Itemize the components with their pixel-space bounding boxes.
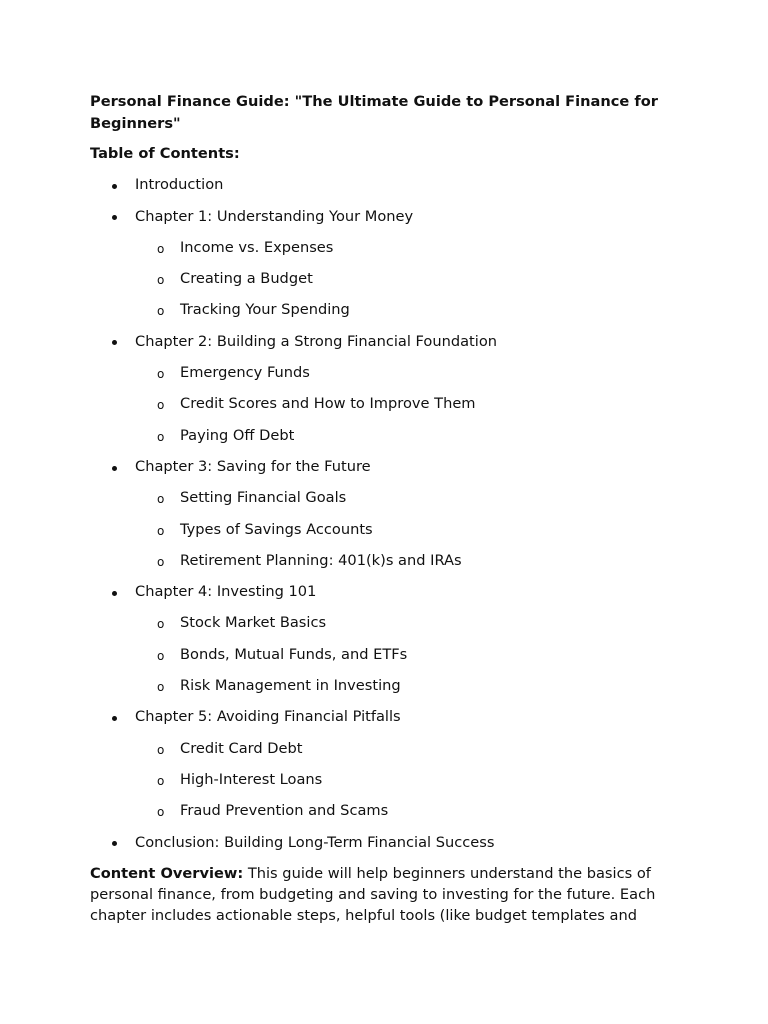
- toc-subitem-label: Stock Market Basics: [180, 614, 327, 632]
- toc-heading: Table of Contents:: [90, 145, 240, 162]
- hollow-bullet-icon: o: [157, 241, 165, 256]
- hollow-bullet-icon: o: [157, 680, 165, 695]
- document-page: [90, 91, 690, 926]
- hollow-bullet-icon: o: [157, 492, 165, 507]
- hollow-bullet-icon: o: [157, 273, 165, 288]
- hollow-bullet-icon: o: [157, 554, 165, 569]
- hollow-bullet-icon: o: [157, 523, 165, 538]
- hollow-bullet-icon: o: [157, 367, 165, 382]
- toc-subitem-label: Risk Management in Investing: [180, 677, 401, 695]
- toc-subitem-label: Credit Scores and How to Improve Them: [180, 395, 476, 413]
- toc-subitem-label: Income vs. Expenses: [180, 238, 334, 256]
- toc-subitem-label: Setting Financial Goals: [180, 489, 347, 507]
- bullet-icon: [112, 340, 117, 345]
- toc-subitem: [90, 352, 690, 383]
- toc-item: [90, 571, 690, 602]
- toc-subitem: [90, 665, 690, 696]
- toc-item-label: Conclusion: Building Long-Term Financial Success: [135, 833, 495, 851]
- toc-subitem: [90, 227, 690, 258]
- toc-subitem-label: Bonds, Mutual Funds, and ETFs: [180, 645, 408, 663]
- toc-subitem-label: Types of Savings Accounts: [180, 520, 373, 538]
- bullet-icon: [112, 215, 117, 220]
- bullet-icon: [112, 716, 117, 721]
- toc-item-label: Chapter 2: Building a Strong Financial Foundation: [135, 332, 497, 350]
- document-title: Personal Finance Guide: "The Ultimate Guide to Personal Finance for Beginners": [90, 93, 658, 132]
- hollow-bullet-icon: o: [157, 742, 165, 757]
- toc-subitem-label: Tracking Your Spending: [180, 301, 350, 319]
- overview-text: This guide will help beginners understand the basics of personal finance, from budgeting and saving to investing for the future. Each chapter includes actionable steps, helpful tools (like budget templates and: [90, 865, 656, 925]
- toc-subitem-label: Paying Off Debt: [180, 426, 295, 444]
- toc-item: [90, 822, 690, 853]
- bullet-icon: [112, 184, 117, 189]
- toc-subitem-label: Emergency Funds: [180, 364, 310, 382]
- toc-subitem: [90, 540, 690, 571]
- toc-item-label: Introduction: [135, 176, 224, 194]
- bullet-icon: [112, 591, 117, 596]
- toc-subitem: [90, 509, 690, 540]
- toc-subitem: [90, 477, 690, 508]
- toc-subitem: [90, 728, 690, 759]
- hollow-bullet-icon: o: [157, 398, 165, 413]
- toc-item: [90, 321, 690, 352]
- toc-item: [90, 165, 690, 196]
- toc-subitem: [90, 790, 690, 821]
- hollow-bullet-icon: o: [157, 805, 165, 820]
- toc-subitem-label: Fraud Prevention and Scams: [180, 802, 389, 820]
- bullet-icon: [112, 841, 117, 846]
- toc-subitem-label: High-Interest Loans: [180, 770, 323, 788]
- toc-item: [90, 446, 690, 477]
- toc-item: [90, 697, 690, 728]
- toc-subitem-label: Creating a Budget: [180, 270, 313, 288]
- hollow-bullet-icon: o: [157, 617, 165, 632]
- bullet-icon: [112, 466, 117, 471]
- table-of-contents: [90, 165, 690, 854]
- toc-subitem: [90, 634, 690, 665]
- toc-subitem: [90, 415, 690, 446]
- toc-item: [90, 196, 690, 227]
- toc-subitem: [90, 290, 690, 321]
- hollow-bullet-icon: o: [157, 429, 165, 444]
- hollow-bullet-icon: o: [157, 648, 165, 663]
- toc-item-label: Chapter 4: Investing 101: [135, 583, 317, 601]
- toc-item-label: Chapter 5: Avoiding Financial Pitfalls: [135, 708, 401, 726]
- toc-subitem: [90, 759, 690, 790]
- toc-subitem: [90, 384, 690, 415]
- toc-subitem-label: Retirement Planning: 401(k)s and IRAs: [180, 551, 462, 569]
- overview-label: Content Overview:: [90, 865, 244, 883]
- hollow-bullet-icon: o: [157, 773, 165, 788]
- toc-subitem-label: Credit Card Debt: [180, 739, 303, 757]
- hollow-bullet-icon: o: [157, 304, 165, 319]
- content-overview: [90, 863, 680, 926]
- toc-item-label: Chapter 1: Understanding Your Money: [135, 207, 414, 225]
- toc-subitem: [90, 258, 690, 289]
- toc-item-label: Chapter 3: Saving for the Future: [135, 457, 371, 475]
- toc-subitem: [90, 603, 690, 634]
